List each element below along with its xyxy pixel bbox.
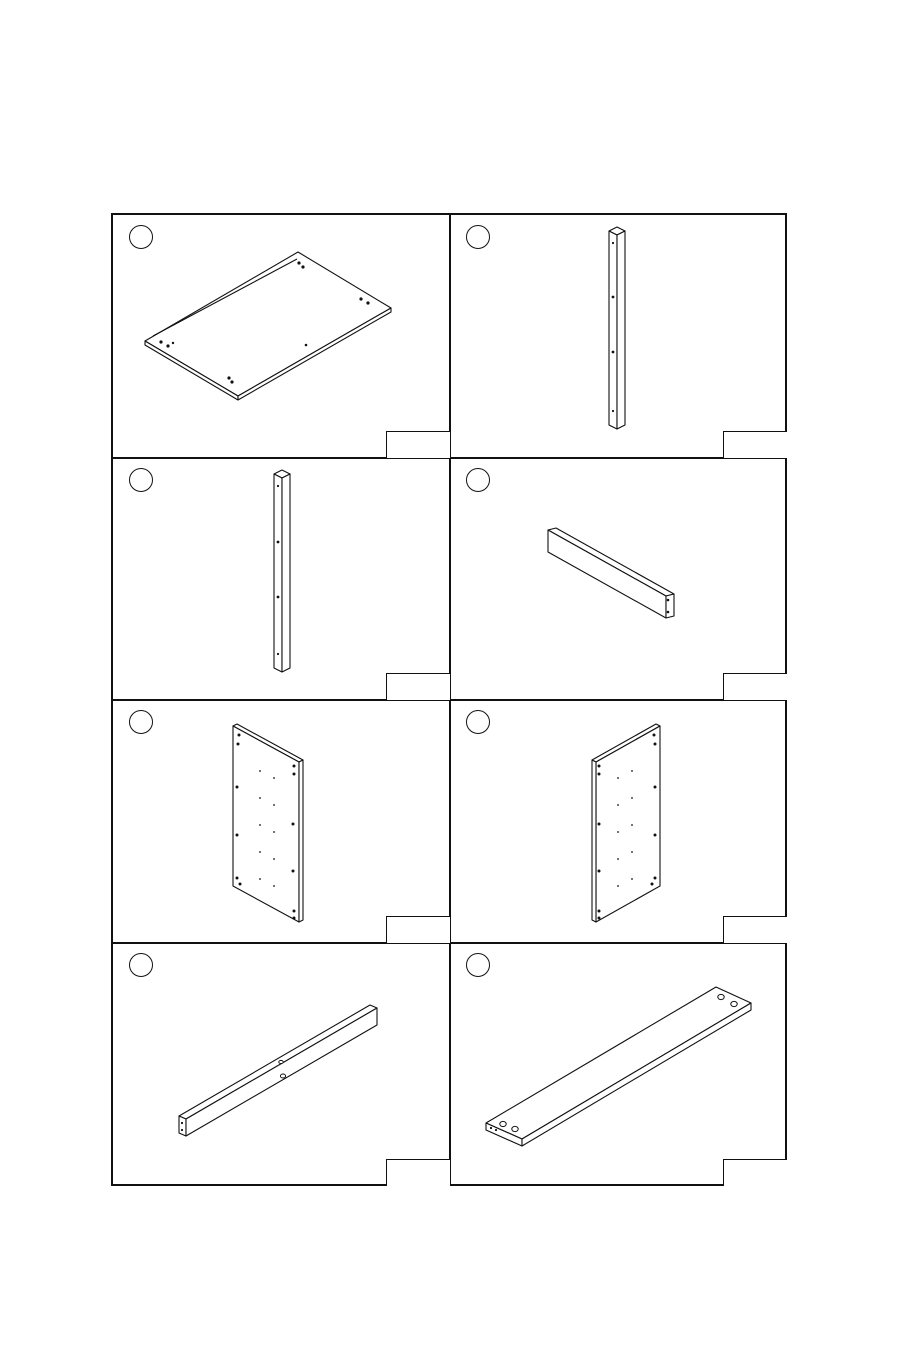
quantity-box — [723, 431, 787, 458]
part-cell — [450, 215, 787, 458]
part-cell — [113, 458, 450, 700]
part-cell — [450, 943, 787, 1186]
side-panel-left-icon — [113, 700, 450, 943]
slat-vertical-icon — [113, 458, 450, 700]
part-cell — [113, 215, 450, 458]
part-cell — [450, 700, 787, 943]
quantity-box — [723, 916, 787, 943]
quantity-box — [386, 1159, 450, 1186]
quantity-box — [386, 673, 450, 700]
part-cell — [113, 943, 450, 1186]
rail-board-icon — [450, 458, 787, 700]
panel-top-board-icon — [113, 215, 450, 458]
part-cell — [450, 458, 787, 700]
beam-square-icon — [113, 943, 450, 1186]
beam-flat-icon — [450, 943, 787, 1186]
part-cell — [113, 700, 450, 943]
quantity-box — [386, 916, 450, 943]
side-panel-right-icon — [450, 700, 787, 943]
quantity-box — [386, 431, 450, 458]
parts-grid — [111, 213, 787, 1186]
quantity-box — [723, 1159, 787, 1186]
quantity-box — [723, 673, 787, 700]
slat-vertical-icon — [450, 215, 787, 458]
